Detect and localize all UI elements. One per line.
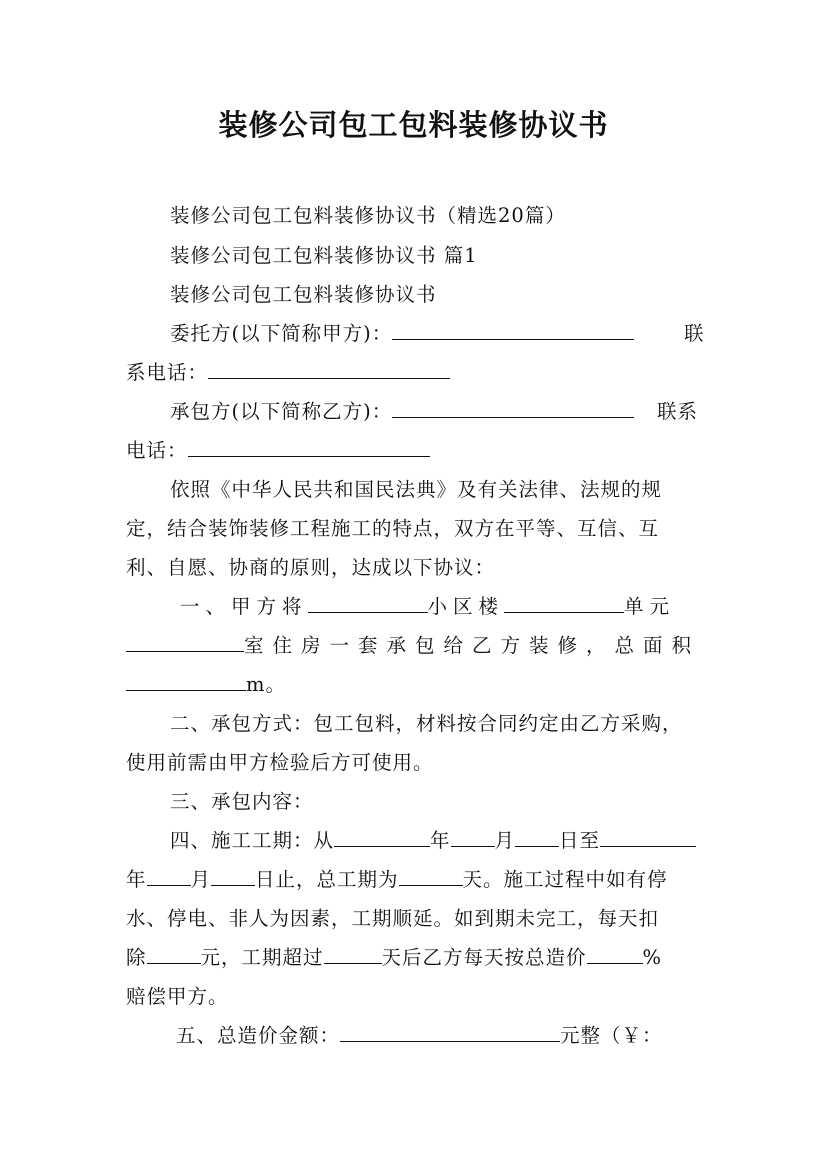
clause-four-line: 赔偿甲方。 (126, 985, 229, 1008)
client-line (170, 318, 634, 346)
clause-text: 元，工期超过 (200, 946, 324, 969)
blank-field (600, 845, 696, 847)
paragraph-line: 定，结合装饰装修工程施工的特点，双方在平等、互信、互 (126, 517, 660, 540)
contractor-phone-line (126, 435, 430, 463)
client-label: 委托方(以下简称甲方)： (170, 322, 393, 345)
contractor-tail: 联系 (657, 400, 699, 423)
section-title: 装修公司包工包料装修协议书 (170, 283, 437, 306)
clause-text: 室住房一套承包给乙方装修，总面积 (244, 634, 701, 657)
clause-text: 日至 (559, 829, 601, 852)
clause-text: 日止，总工期为 (255, 868, 399, 891)
blank-field (451, 845, 495, 847)
blank-field (147, 962, 201, 964)
clause-text: 除 (126, 946, 147, 969)
blank-field (147, 884, 191, 886)
paragraph-line: 利、自愿、协商的原则，达成以下协议： (126, 556, 496, 579)
clause-one-line (180, 591, 675, 619)
clause-four-line (170, 825, 696, 853)
contractor-blank (392, 416, 634, 418)
section-heading: 装修公司包工包料装修协议书 篇1 (170, 244, 478, 267)
clause-two-line: 二、承包方式：包工包料，材料按合同约定由乙方采购， (170, 712, 683, 735)
clause-two-line: 使用前需由甲方检验后方可使用。 (126, 751, 434, 774)
clause-text: 月 (494, 829, 516, 852)
blank-field (334, 845, 430, 847)
blank-field (126, 650, 244, 652)
clause-text: 天后乙方每天按总造价 (381, 946, 587, 969)
document-title: 装修公司包工包料装修协议书 (218, 108, 609, 142)
clause-text: 单元 (624, 595, 676, 618)
client-phone-blank (208, 377, 450, 379)
blank-field (211, 884, 255, 886)
clause-four-line (126, 942, 662, 970)
contractor-line (170, 396, 634, 424)
blank-field (126, 689, 246, 691)
blank-field (308, 611, 428, 613)
contractor-phone-label: 电话： (126, 439, 188, 462)
client-phone-line (126, 357, 450, 385)
clause-text: 年 (126, 868, 147, 891)
clause-five-line (176, 1020, 663, 1048)
clause-three-line: 三、承包内容： (170, 790, 314, 813)
clause-four-line: 水、停电、非人为因素，工期顺延。如到期未完工，每天扣 (126, 907, 660, 930)
clause-four-line (126, 864, 668, 892)
clause-text: 年 (430, 829, 451, 852)
contractor-phone-blank (188, 455, 430, 457)
contractor-label: 承包方(以下简称乙方)： (170, 400, 393, 423)
clause-text: 一、甲方将 (180, 595, 308, 618)
blank-field (515, 845, 559, 847)
client-phone-label: 系电话： (126, 361, 209, 384)
blank-field (324, 962, 382, 964)
clause-text: 天。施工过程中如有停 (462, 868, 668, 891)
client-blank (392, 338, 634, 340)
clause-one-line (126, 630, 700, 658)
clause-text: 小区楼 (427, 595, 505, 618)
blank-field (504, 611, 624, 613)
subtitle-line: 装修公司包工包料装修协议书（精选20篇） (170, 204, 566, 227)
paragraph-line: 依照《中华人民共和国民法典》及有关法律、法规的规 (170, 478, 663, 501)
clause-text: 元整（￥： (560, 1024, 663, 1047)
clause-one-line (126, 669, 286, 697)
clause-text: m。 (246, 673, 286, 696)
blank-field (340, 1040, 560, 1042)
clause-text: 月 (190, 868, 212, 891)
clause-text: 五、总造价金额： (176, 1024, 341, 1047)
blank-field (587, 962, 643, 964)
client-tail: 联 (684, 322, 705, 345)
clause-text: % (642, 946, 663, 969)
clause-text: 四、施工工期：从 (170, 829, 335, 852)
blank-field (399, 884, 463, 886)
